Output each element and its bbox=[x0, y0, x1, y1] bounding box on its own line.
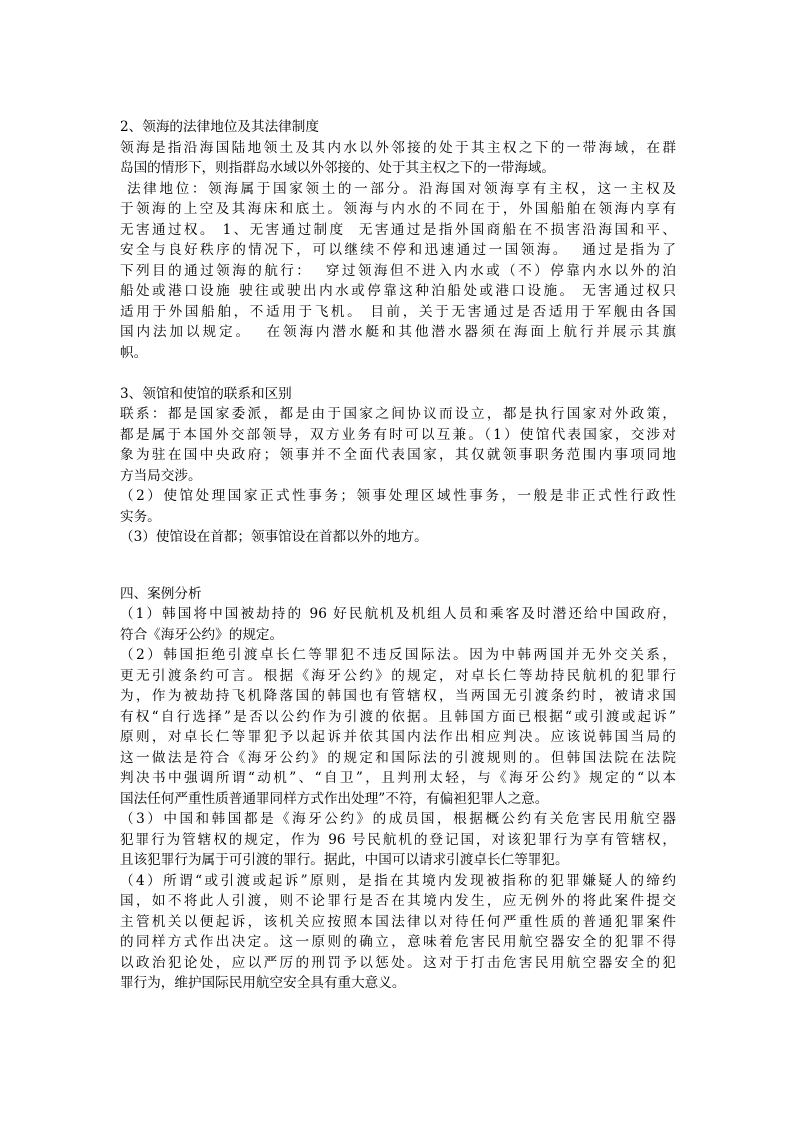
text-line: （3）使馆设在首都；领事馆设在首都以外的地方。 bbox=[120, 529, 428, 545]
section-territorial-sea bbox=[120, 117, 676, 363]
text-line: （3）中国和韩国都是《海牙公约》的成员国，根据概公约有关危害民用航空器 bbox=[120, 811, 676, 827]
section-consulate-embassy bbox=[120, 384, 676, 548]
text-line: 安全与良好秩序的情况下，可以继续不停和迅速通过一国领海。 通过是指为了 bbox=[120, 242, 676, 258]
text-line: 以政治犯论处，应以严厉的刑罚予以惩处。这对于打击危害民用航空器安全的犯 bbox=[120, 954, 676, 971]
text-line: （2）韩国拒绝引渡卓长仁等罪犯不违反国际法。因为中韩两国并无外交关系， bbox=[120, 647, 676, 663]
text-line: 无害通过权。 1、无害通过制度 无害通过是指外国商船在不损害沿海国和平、 bbox=[120, 221, 676, 238]
document-page bbox=[120, 117, 676, 994]
text-line: （2）使馆处理国家正式性事务；领事处理区域性事务，一般是非正式性行政性 bbox=[120, 488, 676, 504]
section-case-analysis bbox=[120, 584, 676, 994]
text-line: 更无引渡条约可言。根据《海牙公约》的规定，对卓长仁等劫持民航机的犯罪行 bbox=[120, 667, 676, 684]
text-line: 适用于外国船舶，不适用于飞机。 目前，关于无害通过是否适用于军舰由各国 bbox=[120, 303, 676, 320]
text-line: 联系：都是国家委派，都是由于国家之间协议而设立，都是执行国家对外政策， bbox=[120, 406, 676, 422]
text-line: 国，如不将此人引渡，则不论罪行是否在其境内发生，应无例外的将此案件提交 bbox=[120, 893, 676, 909]
text-line: 的同样方式作出决定。这一原则的确立，意味着危害民用航空器安全的犯罪不得 bbox=[120, 934, 676, 950]
text-line: 方当局交涉。 bbox=[120, 467, 202, 484]
text-line: 原则，对卓长仁等罪犯予以起诉并依其国内法作出相应判决。应该说韩国当局的 bbox=[120, 729, 676, 745]
text-line: 国法任何严重性质普通罪同样方式作出处理”不符，有偏袒犯罪人之意。 bbox=[120, 790, 549, 807]
text-line: 帜。 bbox=[120, 344, 148, 361]
text-line: 岛国的情形下，则指群岛水域以外邻接的、处于其主权之下的一带海域。 bbox=[120, 160, 555, 176]
section-heading: 四、案例分析 bbox=[120, 585, 202, 602]
text-line: 下列目的通过领海的航行： 穿过领海但不进入内水或（不）停靠内水以外的泊 bbox=[120, 262, 676, 279]
text-line: 于领海的上空及其海床和底土。领海与内水的不同在于，外国船舶在领海内享有 bbox=[120, 201, 676, 217]
text-line: 船处或港口设施 驶往或驶出内水或停靠这种泊船处或港口设施。 无害通过权只 bbox=[120, 283, 676, 299]
text-line: 实务。 bbox=[120, 508, 161, 525]
text-line: 都是属于本国外交部领导，双方业务有时可以互兼。（1）使馆代表国家，交涉对 bbox=[120, 426, 676, 443]
text-line: 主管机关以便起诉，该机关应按照本国法律以对待任何严重性质的普通犯罪案件 bbox=[120, 913, 676, 930]
text-line: （1）韩国将中国被劫持的 96 好民航机及机组人员和乘客及时潜还给中国政府， bbox=[120, 606, 676, 622]
text-line: 这一做法是符合《海牙公约》的规定和国际法的引渡规则的。但韩国法院在法院 bbox=[120, 749, 676, 766]
section-heading: 2、领海的法律地位及其法律制度 bbox=[120, 119, 319, 135]
text-line: （4）所谓“或引渡或起诉”原则，是指在其境内发现被指称的犯罪嫌疑人的缔约 bbox=[120, 872, 676, 889]
paragraph-gap bbox=[120, 548, 676, 584]
text-line: 国内法加以规定。 在领海内潜水艇和其他潜水器须在海面上航行并展示其旗 bbox=[120, 324, 676, 340]
text-line: 犯罪行为管辖权的规定，作为 96 号民航机的登记国，对该犯罪行为享有管辖权， bbox=[120, 831, 676, 848]
text-line: 为，作为被劫持飞机降落国的韩国也有管辖权，当两国无引渡条约时，被请求国 bbox=[120, 688, 676, 704]
text-line: 罪行为，维护国际民用航空安全具有重大意义。 bbox=[120, 975, 406, 991]
text-line: 法律地位：领海属于国家领土的一部分。沿海国对领海享有主权，这一主权及 bbox=[120, 180, 676, 197]
paragraph-gap bbox=[120, 363, 676, 384]
section-heading: 3、领馆和使馆的联系和区别 bbox=[120, 385, 292, 402]
text-line: 领海是指沿海国陆地领土及其内水以外邻接的处于其主权之下的一带海域，在群 bbox=[120, 139, 676, 156]
text-line: 且该犯罪行为属于可引渡的罪行。据此，中国可以请求引渡卓长仁等罪犯。 bbox=[120, 852, 569, 868]
text-line: 有权“自行选择”是否以公约作为引渡的依据。且韩国方面已根据“或引渡或起诉” bbox=[120, 708, 676, 725]
text-line: 判决书中强调所谓“动机”、“自卫”，且判刑太轻，与《海牙公约》规定的“以本 bbox=[120, 770, 676, 786]
text-line: 象为驻在国中央政府；领事并不全面代表国家，其仅就领事职务范围内事项同地 bbox=[120, 447, 676, 463]
text-line: 符合《海牙公约》的规定。 bbox=[120, 626, 284, 643]
